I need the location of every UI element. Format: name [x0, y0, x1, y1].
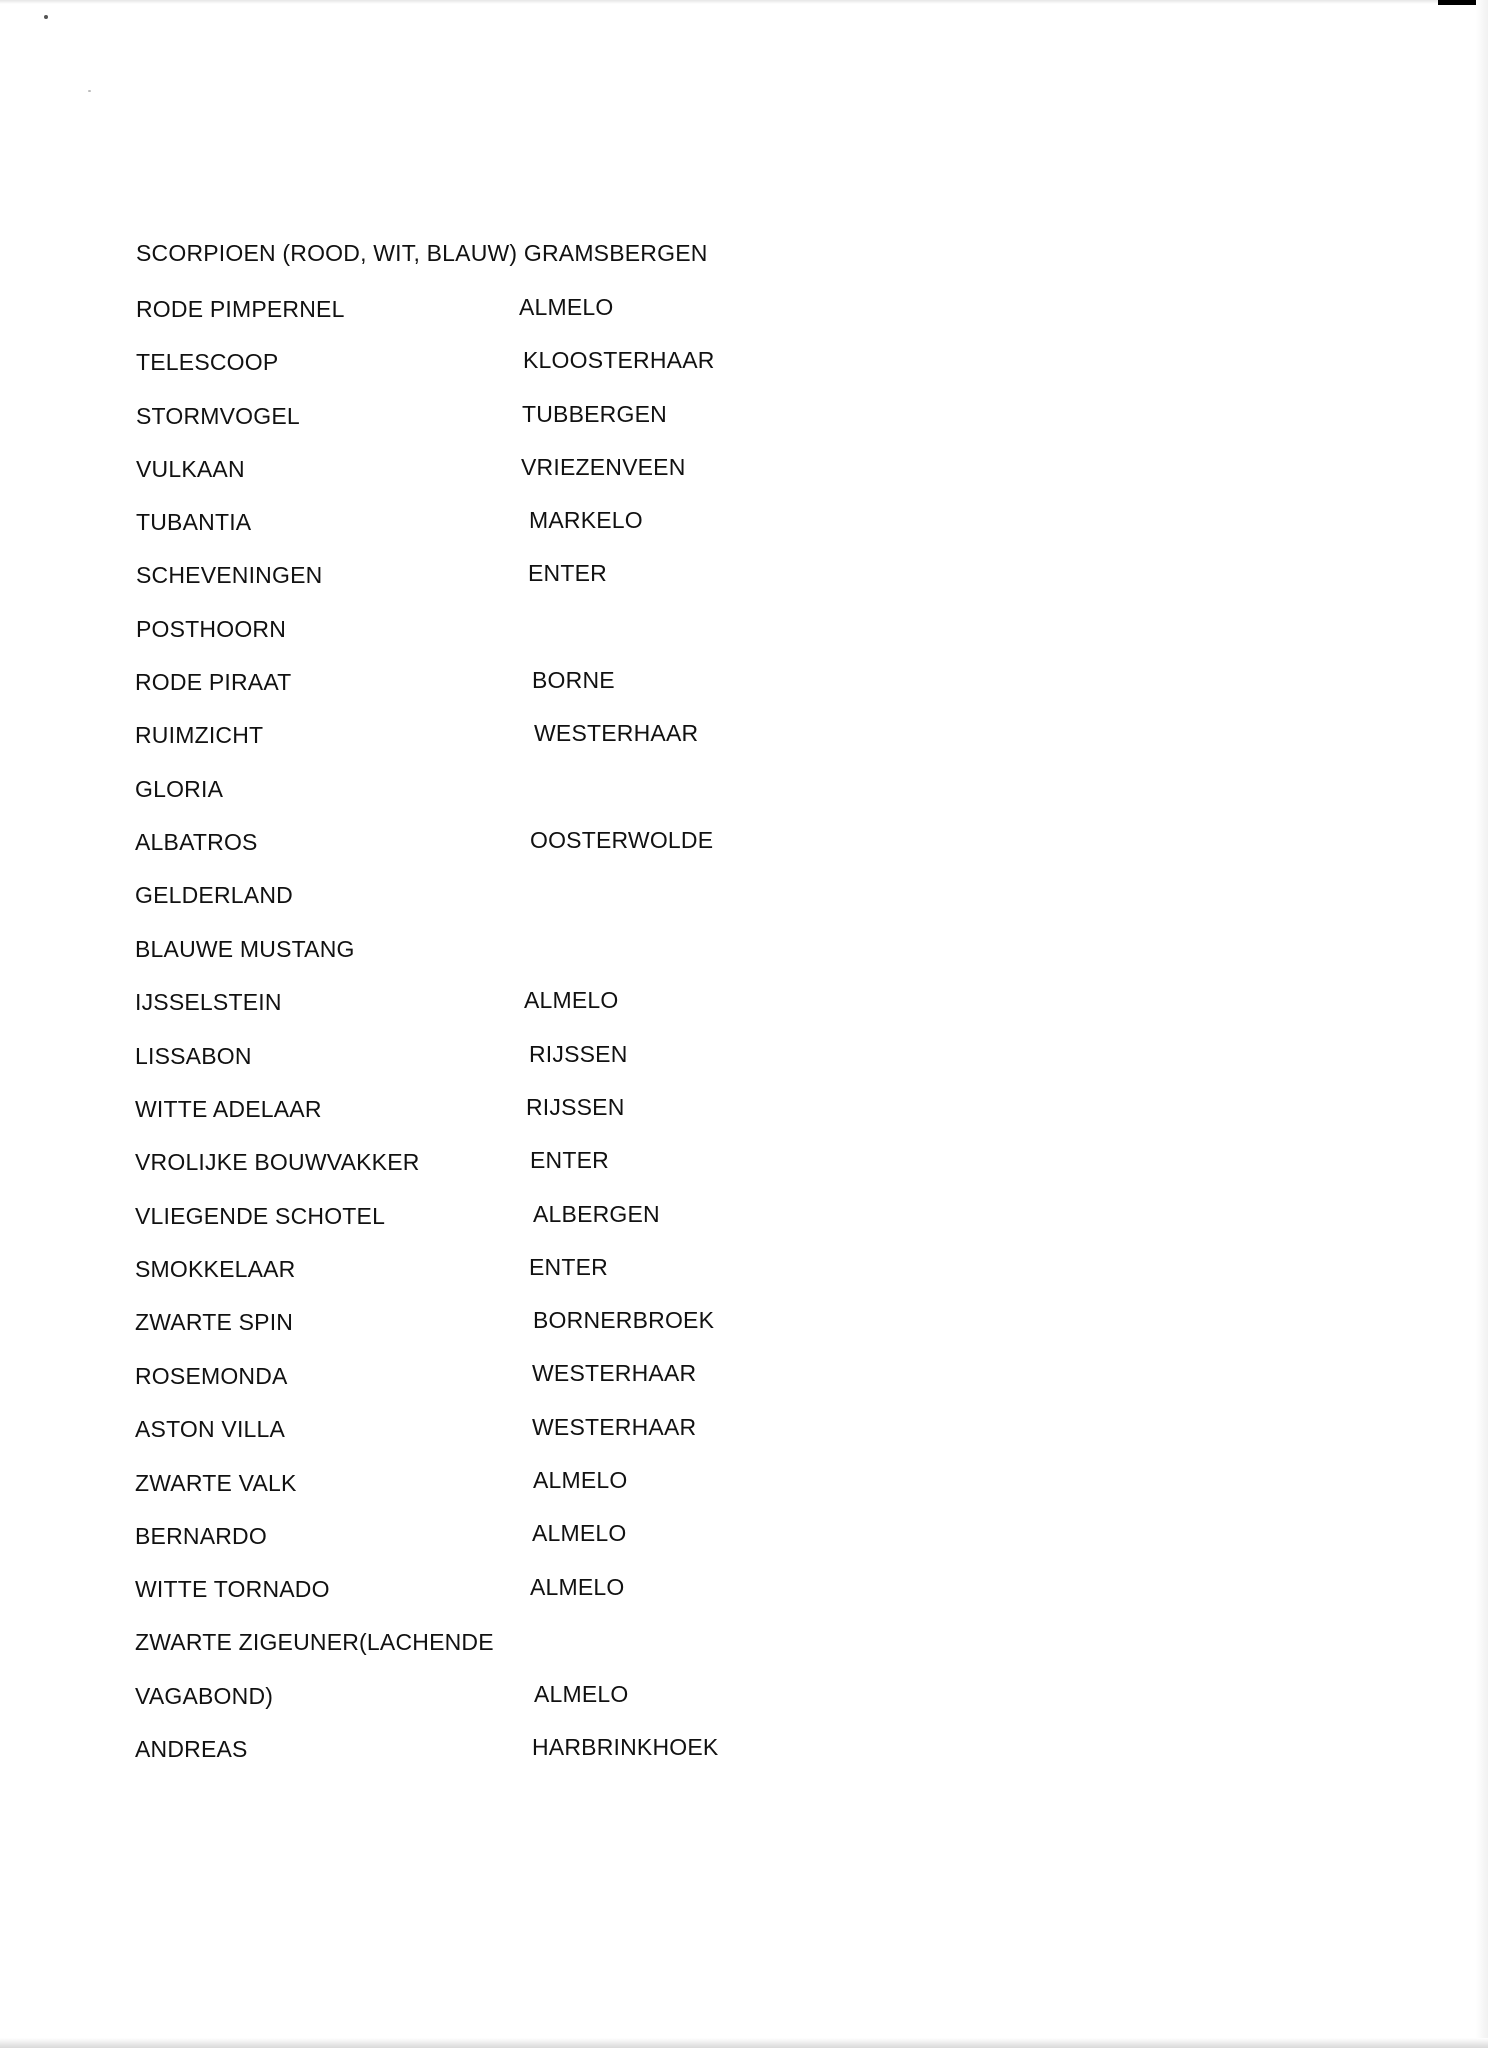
entry-name: ZWARTE VALK: [135, 1470, 297, 1496]
entry-name: ZWARTE ZIGEUNER(LACHENDE: [135, 1629, 494, 1655]
entry-place: HARBRINKHOEK: [532, 1734, 719, 1760]
entry-place: ALBERGEN: [533, 1201, 660, 1227]
entry-place: WESTERHAAR: [532, 1414, 697, 1440]
entry-name: BERNARDO: [135, 1523, 267, 1549]
entry-name: VULKAAN: [136, 456, 245, 482]
entry-place: ENTER: [529, 1254, 608, 1280]
entry-name: VAGABOND): [135, 1683, 274, 1709]
entry-name: TELESCOOP: [136, 349, 279, 375]
entry-name: ASTON VILLA: [135, 1416, 286, 1442]
entry-place: VRIEZENVEEN: [521, 454, 686, 480]
entry-place: ALMELO: [533, 1467, 628, 1493]
entry-place: WESTERHAAR: [532, 1360, 697, 1386]
entry-place: KLOOSTERHAAR: [523, 347, 715, 373]
entry-place: ENTER: [528, 560, 607, 586]
entry-name: RODE PIRAAT: [135, 669, 292, 695]
entry-place: ALMELO: [524, 987, 619, 1013]
entry-place: BORNERBROEK: [533, 1307, 715, 1333]
entry-place: TUBBERGEN: [522, 401, 667, 427]
entry-place: RIJSSEN: [529, 1041, 628, 1067]
entry-name: VLIEGENDE SCHOTEL: [135, 1203, 386, 1229]
entry-name: LISSABON: [135, 1043, 252, 1069]
entry-name: VROLIJKE BOUWVAKKER: [135, 1149, 420, 1175]
entry-place: OOSTERWOLDE: [530, 827, 714, 853]
entry-name: SMOKKELAAR: [135, 1256, 296, 1282]
entry-name: STORMVOGEL: [136, 403, 300, 429]
entry-name: ZWARTE SPIN: [135, 1309, 294, 1335]
entry-name: POSTHOORN: [136, 616, 287, 642]
entry-place: MARKELO: [529, 507, 643, 533]
entry-name: SCHEVENINGEN: [136, 562, 323, 588]
entry-place: WESTERHAAR: [534, 720, 699, 746]
entry-name: IJSSELSTEIN: [135, 989, 282, 1015]
entry-place: ALMELO: [530, 1574, 625, 1600]
entry-name: BLAUWE MUSTANG: [135, 936, 355, 962]
entry-name: SCORPIOEN (ROOD, WIT, BLAUW) GRAMSBERGEN: [136, 240, 708, 266]
entry-name: WITTE ADELAAR: [135, 1096, 322, 1122]
entry-place: ALMELO: [534, 1681, 629, 1707]
entry-place: ALMELO: [532, 1520, 627, 1546]
entry-name: TUBANTIA: [136, 509, 252, 535]
entry-name: GELDERLAND: [135, 882, 293, 908]
entry-name: ROSEMONDA: [135, 1363, 288, 1389]
entry-name: ANDREAS: [135, 1736, 248, 1762]
entry-name: ALBATROS: [135, 829, 258, 855]
entry-place: RIJSSEN: [526, 1094, 625, 1120]
entry-place: ALMELO: [519, 294, 614, 320]
entry-name: GLORIA: [135, 776, 224, 802]
entry-name: RUIMZICHT: [135, 722, 264, 748]
entry-place: BORNE: [532, 667, 615, 693]
entry-name: RODE PIMPERNEL: [136, 296, 345, 322]
entry-name: WITTE TORNADO: [135, 1576, 330, 1602]
entry-place: ENTER: [530, 1147, 609, 1173]
